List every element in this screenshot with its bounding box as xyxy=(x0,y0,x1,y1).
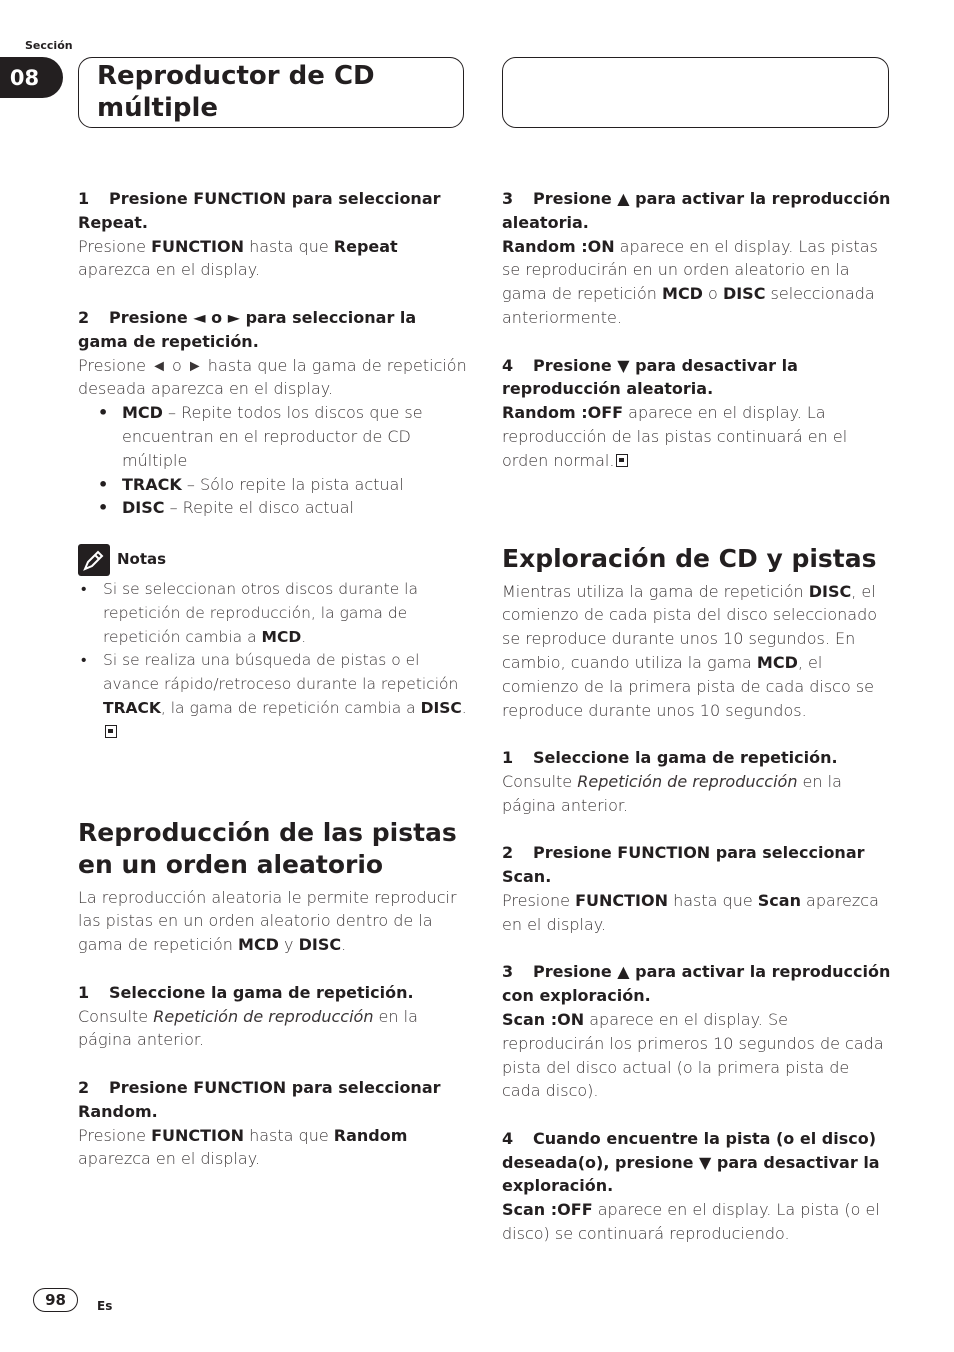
step-heading: 1 Seleccione la gama de repetición. xyxy=(78,982,414,1002)
left-column xyxy=(78,187,468,1195)
step-heading: 1 Seleccione la gama de repetición. xyxy=(502,748,838,768)
section-label: Sección xyxy=(25,39,73,52)
step-body: Consulte Repetición de reproducción en la página anterior. xyxy=(502,771,842,815)
step-body: Random :ON aparece en el display. Las pistas se reproducirán en un orden aleatorio en la gama de repetición MCD o DISC seleccionada anteriormente. xyxy=(502,236,878,327)
notes-header xyxy=(78,544,468,576)
list-item: • MCD – Repite todos los discos que se encuentran en el reproductor de CD múltiple xyxy=(78,401,468,472)
random-intro: La reproducción aleatoria le permite reproducir las pistas en un orden aleatorio dentro de la gama de repetición MCD y DISC. xyxy=(78,887,457,955)
page-title: Reproductor de CD múltiple xyxy=(97,61,375,123)
random-section-title: Reproducción de las pistas en un orden aleatorio xyxy=(78,817,457,879)
step-body: Presione FUNCTION hasta que Repeat aparezca en el display. xyxy=(78,236,398,280)
notes-list xyxy=(78,578,468,745)
page-number: 98 xyxy=(33,1288,78,1312)
step-body: Presione ◄ o ► hasta que la gama de repetición deseada aparezca en el display. xyxy=(78,355,467,399)
scan-step-3 xyxy=(502,960,892,1103)
header-empty-box xyxy=(502,57,889,128)
step-heading: 1 Presione FUNCTION para seleccionar Repeat. xyxy=(78,189,441,232)
step-body: Presione FUNCTION hasta que Scan aparezca en el display. xyxy=(502,890,879,934)
step-heading: 2 Presione FUNCTION para seleccionar Random. xyxy=(78,1077,441,1121)
step-heading: 3 Presione ▲ para activar la reproducción aleatoria. xyxy=(502,189,891,232)
step-body: Consulte Repetición de reproducción en la página anterior. xyxy=(78,1006,418,1050)
notes-label: Notas xyxy=(117,550,167,569)
random-step-2 xyxy=(78,1076,468,1171)
section-number-tab: 08 xyxy=(0,57,63,98)
list-item: • Si se seleccionan otros discos durante la repetición de reproducción, la gama de repetición cambia a MCD. xyxy=(78,578,468,649)
random-step-4 xyxy=(502,354,892,473)
list-item: • TRACK – Sólo repite la pista actual xyxy=(78,473,468,497)
list-item: • Si se realiza una búsqueda de pistas o el avance rápido/retroceso durante la repetición TRACK, la gama de repetición cambia a DISC. xyxy=(78,649,468,744)
step-heading: 4 Presione ▼ para desactivar la reproducción aleatoria. xyxy=(502,355,798,399)
scan-section-title: Exploración de CD y pistas xyxy=(502,543,877,573)
step-heading: 4 Cuando encuentre la pista (o el disco) deseada(o), presione ▼ para desactivar la exploración. xyxy=(502,1128,880,1196)
right-column xyxy=(502,187,892,1270)
random-step-1 xyxy=(78,981,468,1052)
pencil-note-icon xyxy=(78,544,110,576)
scan-step-2 xyxy=(502,841,892,936)
step-body: Presione FUNCTION hasta que Random aparezca en el display. xyxy=(78,1125,408,1169)
scan-step-4 xyxy=(502,1127,892,1246)
step-heading: 2 Presione ◄ o ► para seleccionar la gama de repetición. xyxy=(78,307,417,351)
step-body: Scan :OFF aparece en el display. La pista (o el disco) se continuará reproduciendo. xyxy=(502,1200,880,1244)
list-item: • DISC – Repite el disco actual xyxy=(78,496,468,520)
repeat-step-1 xyxy=(78,187,468,282)
scan-intro: Mientras utiliza la gama de repetición DISC, el comienzo de cada pista del disco seleccionado se reproduce durante unos 10 segundos. En cambio, cuando utiliza la gama MCD, el comienzo de la primera pista de cada disco se reproduce durante unos 10 segundos. xyxy=(502,581,878,720)
end-of-section-icon xyxy=(105,725,117,738)
repeat-range-list xyxy=(78,401,468,520)
step-body: Scan :ON aparece en el display. Se reproducirán los primeros 10 segundos de cada pista del disco actual (o la primera pista de cada disco). xyxy=(502,1009,884,1101)
step-heading: 2 Presione FUNCTION para seleccionar Scan. xyxy=(502,843,865,887)
step-heading: 3 Presione ▲ para activar la reproducción con exploración. xyxy=(502,962,891,1006)
random-step-3 xyxy=(502,187,892,330)
scan-step-1 xyxy=(502,746,892,817)
step-body: Random :OFF aparece en el display. La reproducción de las pistas continuará en el orden normal. xyxy=(502,403,848,470)
repeat-step-2 xyxy=(78,306,468,520)
end-of-section-icon xyxy=(616,454,628,467)
language-code: Es xyxy=(97,1299,113,1313)
